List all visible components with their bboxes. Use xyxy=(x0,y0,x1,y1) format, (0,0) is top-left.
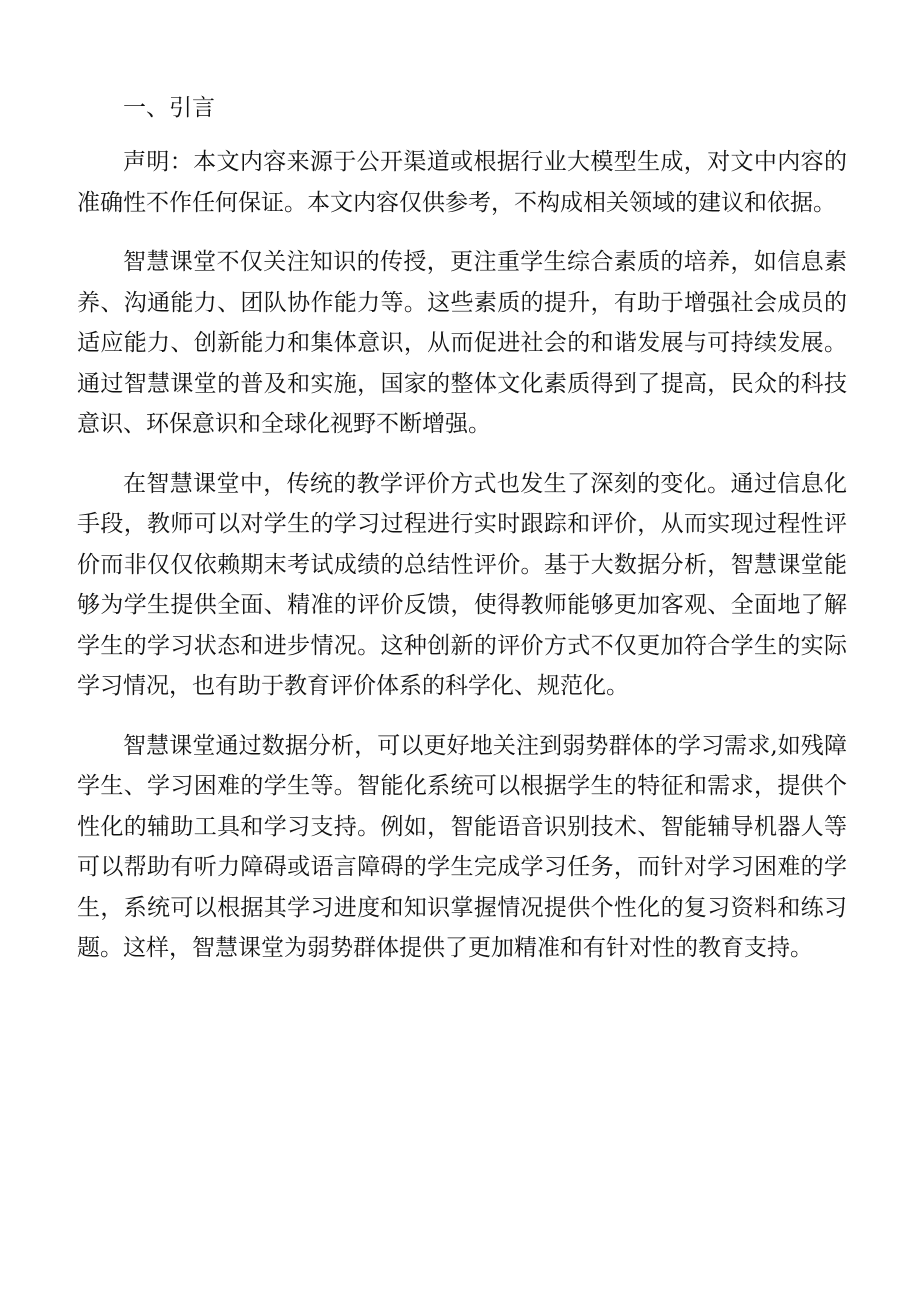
document-body xyxy=(77,88,847,988)
disclaimer-paragraph: 声明：本文内容来源于公开渠道或根据行业大模型生成，对文中内容的准确性不作任何保证。本文内容仅供参考，不构成相关领域的建议和依据。 xyxy=(77,149,847,216)
body-paragraph: 智慧课堂不仅关注知识的传授，更注重学生综合素质的培养，如信息素养、沟通能力、团队协作能力等。这些素质的提升，有助于增强社会成员的适应能力、创新能力和集体意识，从而促进社会的和谐发展与可持续发展。通过智慧课堂的普及和实施，国家的整体文化素质得到了提高，民众的科技意识、环保意识和全球化视野不断增强。 xyxy=(77,249,847,437)
section-heading: 一、引言 xyxy=(123,95,215,121)
body-paragraph: 在智慧课堂中，传统的教学评价方式也发生了深刻的变化。通过信息化手段，教师可以对学生的学习过程进行实时跟踪和评价，从而实现过程性评价而非仅仅依赖期末考试成绩的总结性评价。基于大数据分析，智慧课堂能够为学生提供全面、精准的评价反馈，使得教师能够更加客观、全面地了解学生的学习状态和进步情况。这种创新的评价方式不仅更加符合学生的实际学习情况，也有助于教育评价体系的科学化、规范化。 xyxy=(77,470,847,699)
body-paragraph: 智慧课堂通过数据分析，可以更好地关注到弱势群体的学习需求,如残障学生、学习困难的学生等。智能化系统可以根据学生的特征和需求，提供个性化的辅助工具和学习支持。例如，智能语音识别技术、智能辅导机器人等可以帮助有听力障碍或语言障碍的学生完成学习任务，而针对学习困难的学生，系统可以根据其学习进度和知识掌握情况提供个性化的复习资料和练习题。这样，智慧课堂为弱势群体提供了更加精准和有针对性的教育支持。 xyxy=(77,732,847,961)
